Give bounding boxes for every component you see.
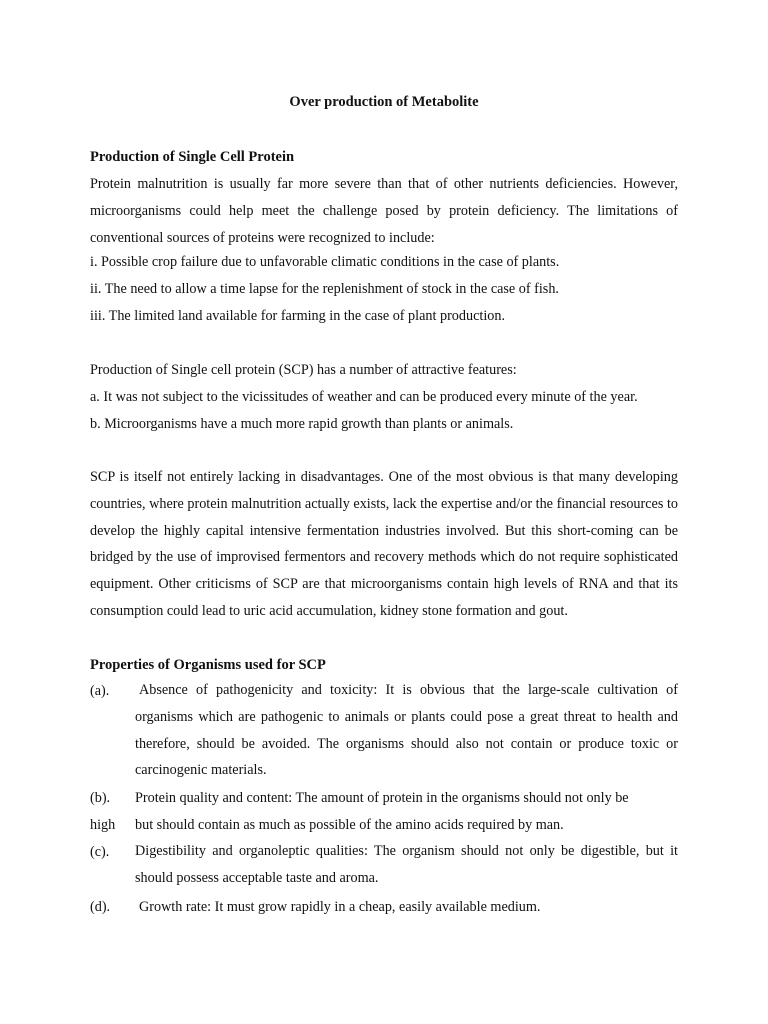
property-text: Digestibility and organoleptic qualities: The organism should not only be digestible, but it should possess acceptable taste and aroma. [135,843,678,886]
property-text: Growth rate: It must grow rapidly in a cheap, easily available medium. [139,899,541,915]
limitation-item: ii. The need to allow a time lapse for the replenishment of stock in the case of fish. [90,281,559,297]
document-title: Over production of Metabolite [289,94,479,110]
property-text: Protein quality and content: The amount of protein in the organisms should not only be [135,790,629,806]
section-heading-scp-production: Production of Single Cell Protein [90,149,295,165]
limitation-item: iii. The limited land available for farming in the case of plant production. [90,308,505,324]
property-hang-word: high [90,817,116,833]
section-heading-properties: Properties of Organisms used for SCP [90,657,326,673]
property-text: Absence of pathogenicity and toxicity: It is obvious that the large-scale cultivation of organisms which are pathogenic to animals or plants could pose a great threat to health and therefore, should be avoided. The organisms should also not contain or produce toxic or carcinogenic materials. [135,682,678,779]
property-marker: (d). [90,899,111,915]
limitation-item: i. Possible crop failure due to unfavorable climatic conditions in the case of plants. [90,254,560,270]
property-marker: (b). [90,790,111,806]
features-intro: Production of Single cell protein (SCP) has a number of attractive features: [90,362,517,378]
disadvantages-paragraph: SCP is itself not entirely lacking in disadvantages. One of the most obvious is that many developing countries, where protein malnutrition actually exists, lack the expertise and/or the financial resources to develop the highly capital intensive fermentation industries involved. But this short-coming can be bridged by the use of improvised fermentors and recovery methods which do not require sophisticated equipment. Other criticisms of SCP are that microorganisms contain high levels of RNA and that its consumption could lead to uric acid accumulation, kidney stone formation and gout. [90,469,678,619]
intro-paragraph: Protein malnutrition is usually far more severe than that of other nutrients deficiencies. However, microorganisms could help meet the challenge posed by protein deficiency. The limitations of conventional sources of proteins were recognized to include: [90,176,678,246]
feature-item: a. It was not subject to the vicissitudes of weather and can be produced every minute of the year. [90,389,638,405]
property-marker: (a). [90,683,110,699]
feature-item: b. Microorganisms have a much more rapid growth than plants or animals. [90,416,514,432]
property-marker: (c). [90,844,110,860]
property-text-continuation: but should contain as much as possible of the amino acids required by man. [135,817,564,833]
